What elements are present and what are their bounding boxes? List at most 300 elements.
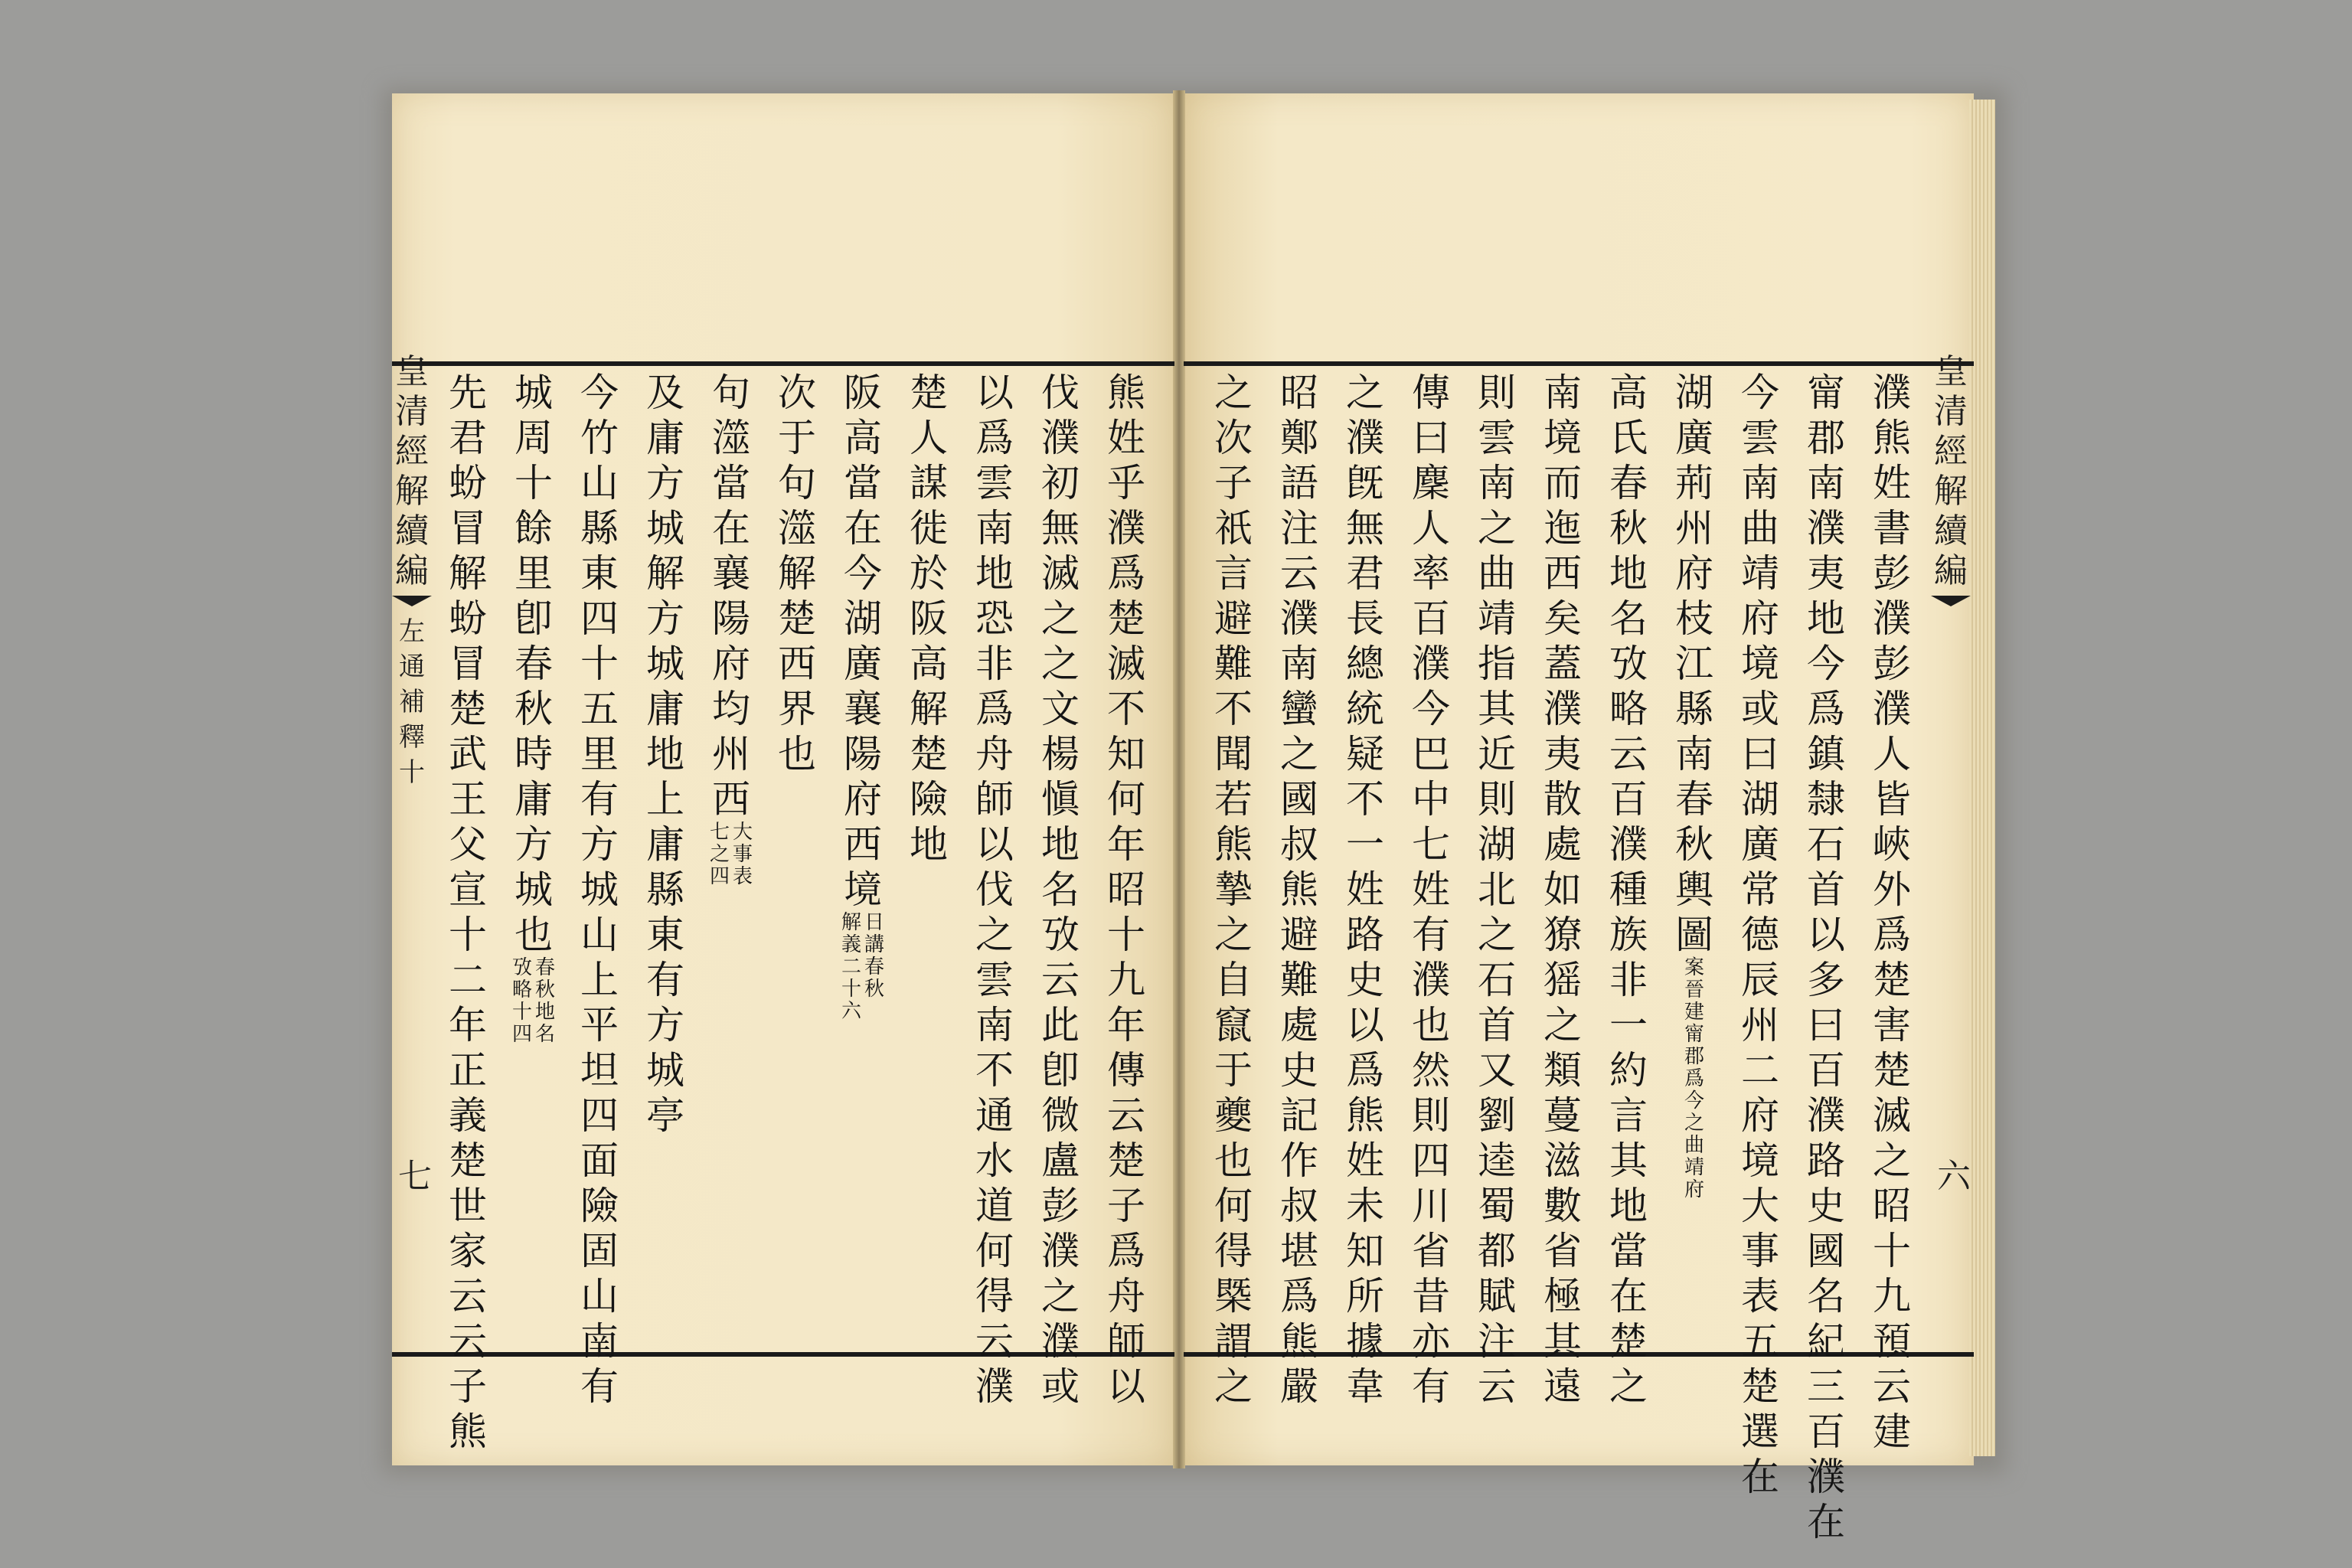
text-char: 名 bbox=[1041, 867, 1080, 912]
text-char: 靖 bbox=[1478, 596, 1516, 641]
text-char: 也 bbox=[778, 732, 816, 776]
text-char: 云 bbox=[1280, 551, 1318, 596]
text-char: 不 bbox=[975, 1048, 1014, 1093]
text-char: 也 bbox=[1214, 1138, 1253, 1183]
text-char: 濮 bbox=[1873, 596, 1911, 641]
text-char: 蠻 bbox=[1280, 687, 1318, 731]
text-char: 云 bbox=[1107, 1093, 1145, 1138]
text-char: 地 bbox=[1609, 1184, 1648, 1228]
text-char: 恐 bbox=[975, 596, 1014, 641]
text-char: 名 bbox=[1807, 1274, 1845, 1318]
left-column-3 bbox=[971, 371, 1018, 1409]
text-char: 辰 bbox=[1741, 958, 1779, 1002]
left-margin-title bbox=[392, 352, 432, 790]
text-char: 都 bbox=[1478, 1229, 1516, 1273]
text-char: 秋 bbox=[1609, 506, 1648, 550]
note-char: 六 bbox=[841, 1000, 861, 1023]
text-char: 地 bbox=[1041, 822, 1080, 867]
left-column-4 bbox=[905, 371, 952, 1366]
section-title-char: 釋 bbox=[399, 722, 425, 753]
text-char: 廣 bbox=[844, 642, 882, 686]
text-char: 國 bbox=[1807, 1229, 1845, 1273]
text-char: 楚 bbox=[1873, 1048, 1911, 1093]
note-char: 之 bbox=[709, 843, 730, 866]
text-char: 謀 bbox=[910, 461, 948, 505]
text-char: 雲 bbox=[1741, 416, 1779, 460]
text-char: 春 bbox=[1609, 461, 1648, 505]
text-char: 句 bbox=[778, 461, 816, 505]
text-char: 矣 bbox=[1544, 596, 1582, 641]
text-char: 伐 bbox=[1041, 371, 1080, 415]
text-char: 東 bbox=[646, 913, 684, 957]
text-char: 名 bbox=[1609, 596, 1648, 641]
text-char: 族 bbox=[1609, 913, 1648, 957]
text-char: 難 bbox=[1214, 642, 1253, 686]
text-char: 當 bbox=[1609, 1229, 1648, 1273]
text-char: 十 bbox=[514, 461, 553, 505]
fish-tail-mark bbox=[392, 596, 432, 606]
text-char: 疑 bbox=[1346, 732, 1384, 776]
left-top-rule bbox=[392, 361, 1174, 366]
note-char: 爲 bbox=[1684, 1067, 1704, 1090]
text-char: 江 bbox=[1675, 642, 1713, 686]
text-char: 亭 bbox=[646, 1093, 684, 1138]
text-char: 四 bbox=[1412, 1138, 1450, 1183]
note-char: 講 bbox=[864, 933, 884, 956]
text-char: 城 bbox=[646, 642, 684, 686]
text-char: 姓 bbox=[1346, 867, 1384, 912]
text-char: 注 bbox=[1280, 506, 1318, 550]
text-char: 云 bbox=[1478, 1364, 1516, 1409]
text-char: 也 bbox=[514, 913, 553, 957]
text-char: 不 bbox=[1214, 687, 1253, 731]
note-char: 曲 bbox=[1684, 1134, 1704, 1157]
text-char: 庸 bbox=[646, 822, 684, 867]
right-column-5 bbox=[1605, 371, 1652, 1409]
text-char: 亦 bbox=[1412, 1319, 1450, 1364]
text-char: 堪 bbox=[1280, 1229, 1318, 1273]
left-column-2 bbox=[1037, 371, 1084, 1409]
left-column-11 bbox=[444, 371, 492, 1454]
left-column-9 bbox=[576, 371, 623, 1409]
text-char: 有 bbox=[1412, 913, 1450, 957]
text-char: 三 bbox=[1807, 1364, 1845, 1409]
margin-title-char: 解 bbox=[1934, 472, 1968, 511]
text-char: 里 bbox=[580, 732, 619, 776]
text-char: 方 bbox=[580, 822, 619, 867]
text-char: 不 bbox=[1346, 777, 1384, 822]
text-char: 先 bbox=[449, 371, 487, 415]
text-char: 二 bbox=[1741, 1048, 1779, 1093]
text-char: 濮 bbox=[1807, 1455, 1845, 1499]
text-char: 郡 bbox=[1807, 416, 1845, 460]
note-char: 義 bbox=[841, 933, 861, 956]
text-char: 南 bbox=[975, 1003, 1014, 1047]
note-char: 略 bbox=[511, 978, 532, 1001]
text-char: 子 bbox=[1214, 461, 1253, 505]
text-char: 里 bbox=[514, 551, 553, 596]
right-column-1 bbox=[1868, 371, 1916, 1454]
text-char: 滅 bbox=[1873, 1093, 1911, 1138]
text-char: 城 bbox=[646, 506, 684, 550]
text-char: 子 bbox=[1107, 1184, 1145, 1228]
text-char: 史 bbox=[1807, 1184, 1845, 1228]
text-char: 祇 bbox=[1214, 506, 1253, 550]
text-char: 次 bbox=[778, 371, 816, 415]
note-char: 四 bbox=[709, 865, 730, 888]
text-char: 峽 bbox=[1873, 822, 1911, 867]
text-char: 如 bbox=[1544, 867, 1582, 912]
text-char: 道 bbox=[975, 1184, 1014, 1228]
text-char: 蚡 bbox=[449, 461, 487, 505]
text-char: 語 bbox=[1280, 461, 1318, 505]
text-char: 甯 bbox=[1807, 371, 1845, 415]
text-char: 昔 bbox=[1412, 1274, 1450, 1318]
text-char: 夷 bbox=[1544, 732, 1582, 776]
margin-title-char: 解 bbox=[395, 472, 429, 511]
text-char: 然 bbox=[1412, 1048, 1450, 1093]
text-char: 西 bbox=[844, 822, 882, 867]
text-char: 湖 bbox=[844, 596, 882, 641]
text-char: 得 bbox=[975, 1274, 1014, 1318]
text-char: 一 bbox=[1609, 1003, 1648, 1047]
text-char: 城 bbox=[514, 867, 553, 912]
text-char: 爲 bbox=[1107, 1229, 1145, 1273]
text-char: 境 bbox=[844, 867, 882, 912]
text-char: 時 bbox=[514, 732, 553, 776]
text-char: 境 bbox=[1741, 1138, 1779, 1183]
text-char: 嚴 bbox=[1280, 1364, 1318, 1409]
text-char: 昭 bbox=[1107, 867, 1145, 912]
text-char: 指 bbox=[1478, 642, 1516, 686]
text-char: 遠 bbox=[1544, 1364, 1582, 1409]
text-char: 武 bbox=[449, 732, 487, 776]
text-char: 大 bbox=[1741, 1184, 1779, 1228]
text-char: 楚 bbox=[1609, 1319, 1648, 1364]
text-char: 韋 bbox=[1346, 1364, 1384, 1409]
text-char: 楚 bbox=[778, 596, 816, 641]
text-char: 其 bbox=[1478, 687, 1516, 731]
text-char: 彭 bbox=[1041, 1184, 1080, 1228]
text-char: 高 bbox=[1609, 371, 1648, 415]
text-char: 在 bbox=[712, 506, 750, 550]
text-char: 以 bbox=[1346, 1003, 1384, 1047]
text-char: 言 bbox=[1214, 551, 1253, 596]
text-char: 界 bbox=[778, 687, 816, 731]
text-char: 于 bbox=[778, 416, 816, 460]
text-char: 何 bbox=[975, 1229, 1014, 1273]
note-char: 之 bbox=[1684, 1112, 1704, 1135]
text-char: 或 bbox=[1741, 687, 1779, 731]
text-char: 傳 bbox=[1412, 371, 1450, 415]
text-char: 得 bbox=[1214, 1229, 1253, 1273]
text-char: 滅 bbox=[1107, 642, 1145, 686]
text-char: 君 bbox=[449, 416, 487, 460]
text-char: 滋 bbox=[1544, 1138, 1582, 1183]
text-char: 逵 bbox=[1478, 1138, 1516, 1183]
text-char: 楚 bbox=[910, 732, 948, 776]
text-char: 蜀 bbox=[1478, 1184, 1516, 1228]
book-gutter bbox=[1173, 90, 1185, 1468]
text-char: 澨 bbox=[778, 506, 816, 550]
text-char: 中 bbox=[1412, 777, 1450, 822]
text-char: 路 bbox=[1346, 913, 1384, 957]
text-char: 地 bbox=[646, 732, 684, 776]
text-char: 濮 bbox=[1412, 958, 1450, 1002]
text-char: 南 bbox=[1807, 461, 1845, 505]
text-char: 選 bbox=[1741, 1410, 1779, 1454]
note-char: 春 bbox=[534, 956, 555, 979]
text-char: 師 bbox=[975, 777, 1014, 822]
left-column-5 bbox=[839, 371, 887, 1366]
text-char: 之 bbox=[1041, 596, 1080, 641]
text-char: 總 bbox=[1346, 642, 1384, 686]
text-char: 卽 bbox=[514, 596, 553, 641]
text-char: 府 bbox=[1741, 1093, 1779, 1138]
note-char: 地 bbox=[534, 1001, 555, 1024]
text-char: 攷 bbox=[1609, 642, 1648, 686]
text-char: 首 bbox=[1478, 1003, 1516, 1047]
text-char: 人 bbox=[1873, 732, 1911, 776]
text-char: 州 bbox=[1675, 506, 1713, 550]
note-char: 四 bbox=[511, 1023, 532, 1046]
text-char: 濮 bbox=[975, 1364, 1014, 1409]
text-char: 之 bbox=[1041, 642, 1080, 686]
text-char: 則 bbox=[1478, 371, 1516, 415]
text-char: 句 bbox=[712, 371, 750, 415]
text-char: 迤 bbox=[1544, 506, 1582, 550]
text-char: 云 bbox=[1041, 958, 1080, 1002]
note-char: 案 bbox=[1684, 956, 1704, 979]
text-char: 以 bbox=[975, 371, 1014, 415]
text-char: 隸 bbox=[1807, 777, 1845, 822]
text-char: 年 bbox=[449, 1003, 487, 1047]
text-char: 之 bbox=[1478, 913, 1516, 957]
text-char: 府 bbox=[1741, 596, 1779, 641]
right-top-rule bbox=[1184, 361, 1974, 366]
text-char: 險 bbox=[580, 1184, 619, 1228]
text-char: 摯 bbox=[1214, 867, 1253, 912]
text-char: 湖 bbox=[1741, 777, 1779, 822]
text-char: 春 bbox=[514, 642, 553, 686]
text-char: 彭 bbox=[1873, 642, 1911, 686]
text-char: 之 bbox=[1214, 913, 1253, 957]
text-char: 則 bbox=[1478, 777, 1516, 822]
note-char: 晉 bbox=[1684, 978, 1704, 1001]
text-char: 一 bbox=[1346, 822, 1384, 867]
text-char: 散 bbox=[1544, 777, 1582, 822]
interlinear-note bbox=[707, 822, 755, 889]
text-char: 避 bbox=[1280, 913, 1318, 957]
text-char: 史 bbox=[1346, 958, 1384, 1002]
right-column-2 bbox=[1802, 371, 1850, 1544]
text-char: 于 bbox=[1214, 1048, 1253, 1093]
text-char: 曲 bbox=[1741, 506, 1779, 550]
text-char: 正 bbox=[449, 1048, 487, 1093]
text-char: 昭 bbox=[1873, 1184, 1911, 1228]
text-char: 南 bbox=[1741, 461, 1779, 505]
right-column-3 bbox=[1736, 371, 1784, 1499]
text-char: 通 bbox=[975, 1093, 1014, 1138]
text-char: 之 bbox=[1041, 1274, 1080, 1318]
note-char: 甯 bbox=[1684, 1023, 1704, 1046]
text-char: 書 bbox=[1873, 506, 1911, 550]
text-char: 澨 bbox=[712, 416, 750, 460]
section-title-text bbox=[392, 614, 432, 790]
text-char: 府 bbox=[712, 642, 750, 686]
text-char: 氏 bbox=[1609, 416, 1648, 460]
text-char: 徙 bbox=[910, 506, 948, 550]
text-char: 廣 bbox=[1741, 822, 1779, 867]
text-char: 蔓 bbox=[1544, 1093, 1582, 1138]
text-char: 濮 bbox=[1544, 687, 1582, 731]
text-char: 靖 bbox=[1741, 551, 1779, 596]
text-char: 略 bbox=[1609, 687, 1648, 731]
text-char: 雲 bbox=[975, 461, 1014, 505]
text-char: 夷 bbox=[1807, 551, 1845, 596]
text-char: 師 bbox=[1107, 1319, 1145, 1364]
section-title-char: 補 bbox=[399, 687, 425, 717]
text-char: 解 bbox=[646, 551, 684, 596]
note-char: 名 bbox=[534, 1023, 555, 1046]
text-char: 於 bbox=[910, 551, 948, 596]
interlinear-note bbox=[1671, 958, 1718, 1202]
text-char: 楚 bbox=[910, 371, 948, 415]
text-char: 有 bbox=[580, 777, 619, 822]
text-char: 劉 bbox=[1478, 1093, 1516, 1138]
text-char: 次 bbox=[1214, 416, 1253, 460]
text-char: 姓 bbox=[1412, 867, 1450, 912]
text-char: 此 bbox=[1041, 1003, 1080, 1047]
text-char: 雲 bbox=[1478, 416, 1516, 460]
note-char: 攷 bbox=[511, 956, 532, 979]
left-column-8 bbox=[642, 371, 689, 1366]
text-char: 地 bbox=[975, 551, 1014, 596]
text-char: 若 bbox=[1214, 777, 1253, 822]
text-char: 君 bbox=[1346, 551, 1384, 596]
text-char: 以 bbox=[1107, 1364, 1145, 1409]
text-char: 年 bbox=[1107, 822, 1145, 867]
text-char: 何 bbox=[1214, 1184, 1253, 1228]
text-char: 地 bbox=[1609, 551, 1648, 596]
text-char: 以 bbox=[1807, 913, 1845, 957]
text-char: 今 bbox=[1807, 642, 1845, 686]
text-char: 伐 bbox=[975, 867, 1014, 912]
text-char: 縣 bbox=[646, 867, 684, 912]
text-char: 平 bbox=[580, 1003, 619, 1047]
text-char: 楚 bbox=[449, 1138, 487, 1183]
text-char: 冒 bbox=[449, 506, 487, 550]
text-char: 傳 bbox=[1107, 1048, 1145, 1093]
text-char: 爲 bbox=[1280, 1274, 1318, 1318]
text-char: 四 bbox=[580, 1093, 619, 1138]
text-char: 方 bbox=[646, 1003, 684, 1047]
text-char: 滅 bbox=[1041, 551, 1080, 596]
text-char: 年 bbox=[1107, 1003, 1145, 1047]
text-char: 濮 bbox=[1873, 371, 1911, 415]
text-char: 謂 bbox=[1214, 1319, 1253, 1364]
text-char: 也 bbox=[1412, 1003, 1450, 1047]
note-char: 春 bbox=[864, 956, 884, 978]
text-char: 言 bbox=[1609, 1093, 1648, 1138]
note-char: 表 bbox=[732, 865, 753, 888]
text-char: 南 bbox=[580, 1319, 619, 1364]
text-char: 國 bbox=[1280, 777, 1318, 822]
text-char: 有 bbox=[1412, 1364, 1450, 1409]
text-char: 陽 bbox=[712, 596, 750, 641]
text-char: 種 bbox=[1609, 867, 1648, 912]
text-char: 多 bbox=[1807, 958, 1845, 1002]
text-char: 枝 bbox=[1675, 596, 1713, 641]
text-char: 作 bbox=[1280, 1138, 1318, 1183]
text-char: 固 bbox=[580, 1229, 619, 1273]
text-char: 知 bbox=[1346, 1229, 1384, 1273]
note-char: 大 bbox=[732, 821, 753, 844]
margin-title-char: 皇 bbox=[1934, 352, 1968, 391]
margin-title-text bbox=[392, 352, 432, 591]
text-char: 叔 bbox=[1280, 822, 1318, 867]
text-char: 不 bbox=[1107, 687, 1145, 731]
text-char: 川 bbox=[1412, 1184, 1450, 1228]
text-char: 賦 bbox=[1478, 1274, 1516, 1318]
margin-title-char: 皇 bbox=[395, 352, 429, 391]
text-char: 城 bbox=[580, 867, 619, 912]
text-char: 方 bbox=[646, 461, 684, 505]
note-char: 秋 bbox=[534, 978, 555, 1001]
right-column-6 bbox=[1539, 371, 1586, 1409]
text-char: 類 bbox=[1544, 1048, 1582, 1093]
text-char: 云 bbox=[449, 1319, 487, 1364]
text-char: 舟 bbox=[1107, 1274, 1145, 1318]
text-char: 秋 bbox=[514, 687, 553, 731]
text-char: 子 bbox=[449, 1364, 487, 1409]
text-char: 知 bbox=[1107, 732, 1145, 776]
margin-title-char: 續 bbox=[1934, 511, 1968, 550]
text-char: 愼 bbox=[1041, 777, 1080, 822]
text-char: 常 bbox=[1741, 867, 1779, 912]
text-char: 濮 bbox=[1807, 1093, 1845, 1138]
text-char: 輿 bbox=[1675, 867, 1713, 912]
text-char: 所 bbox=[1346, 1274, 1384, 1318]
note-char: 十 bbox=[511, 1001, 532, 1024]
text-char: 之 bbox=[1609, 1364, 1648, 1409]
text-char: 云 bbox=[975, 1319, 1014, 1364]
note-char: 事 bbox=[732, 843, 753, 866]
right-column-8 bbox=[1407, 371, 1455, 1409]
text-char: 爲 bbox=[975, 416, 1014, 460]
text-char: 百 bbox=[1807, 1048, 1845, 1093]
text-char: 方 bbox=[514, 822, 553, 867]
text-char: 避 bbox=[1214, 596, 1253, 641]
margin-title-char: 編 bbox=[1934, 551, 1968, 590]
text-char: 濮 bbox=[1041, 1229, 1080, 1273]
text-char: 叔 bbox=[1280, 1184, 1318, 1228]
text-char: 當 bbox=[844, 461, 882, 505]
text-char: 秋 bbox=[1675, 822, 1713, 867]
margin-title-char: 清 bbox=[1934, 392, 1968, 431]
text-char: 約 bbox=[1609, 1048, 1648, 1093]
text-char: 均 bbox=[712, 687, 750, 731]
text-char: 湖 bbox=[1675, 371, 1713, 415]
text-char: 宣 bbox=[449, 867, 487, 912]
note-char: 七 bbox=[709, 821, 730, 844]
text-char: 曰 bbox=[1741, 732, 1779, 776]
interlinear-note bbox=[510, 958, 557, 1047]
text-char: 自 bbox=[1214, 958, 1253, 1002]
right-column-7 bbox=[1473, 371, 1521, 1409]
text-char: 圖 bbox=[1675, 913, 1713, 957]
text-char: 南 bbox=[1478, 461, 1516, 505]
